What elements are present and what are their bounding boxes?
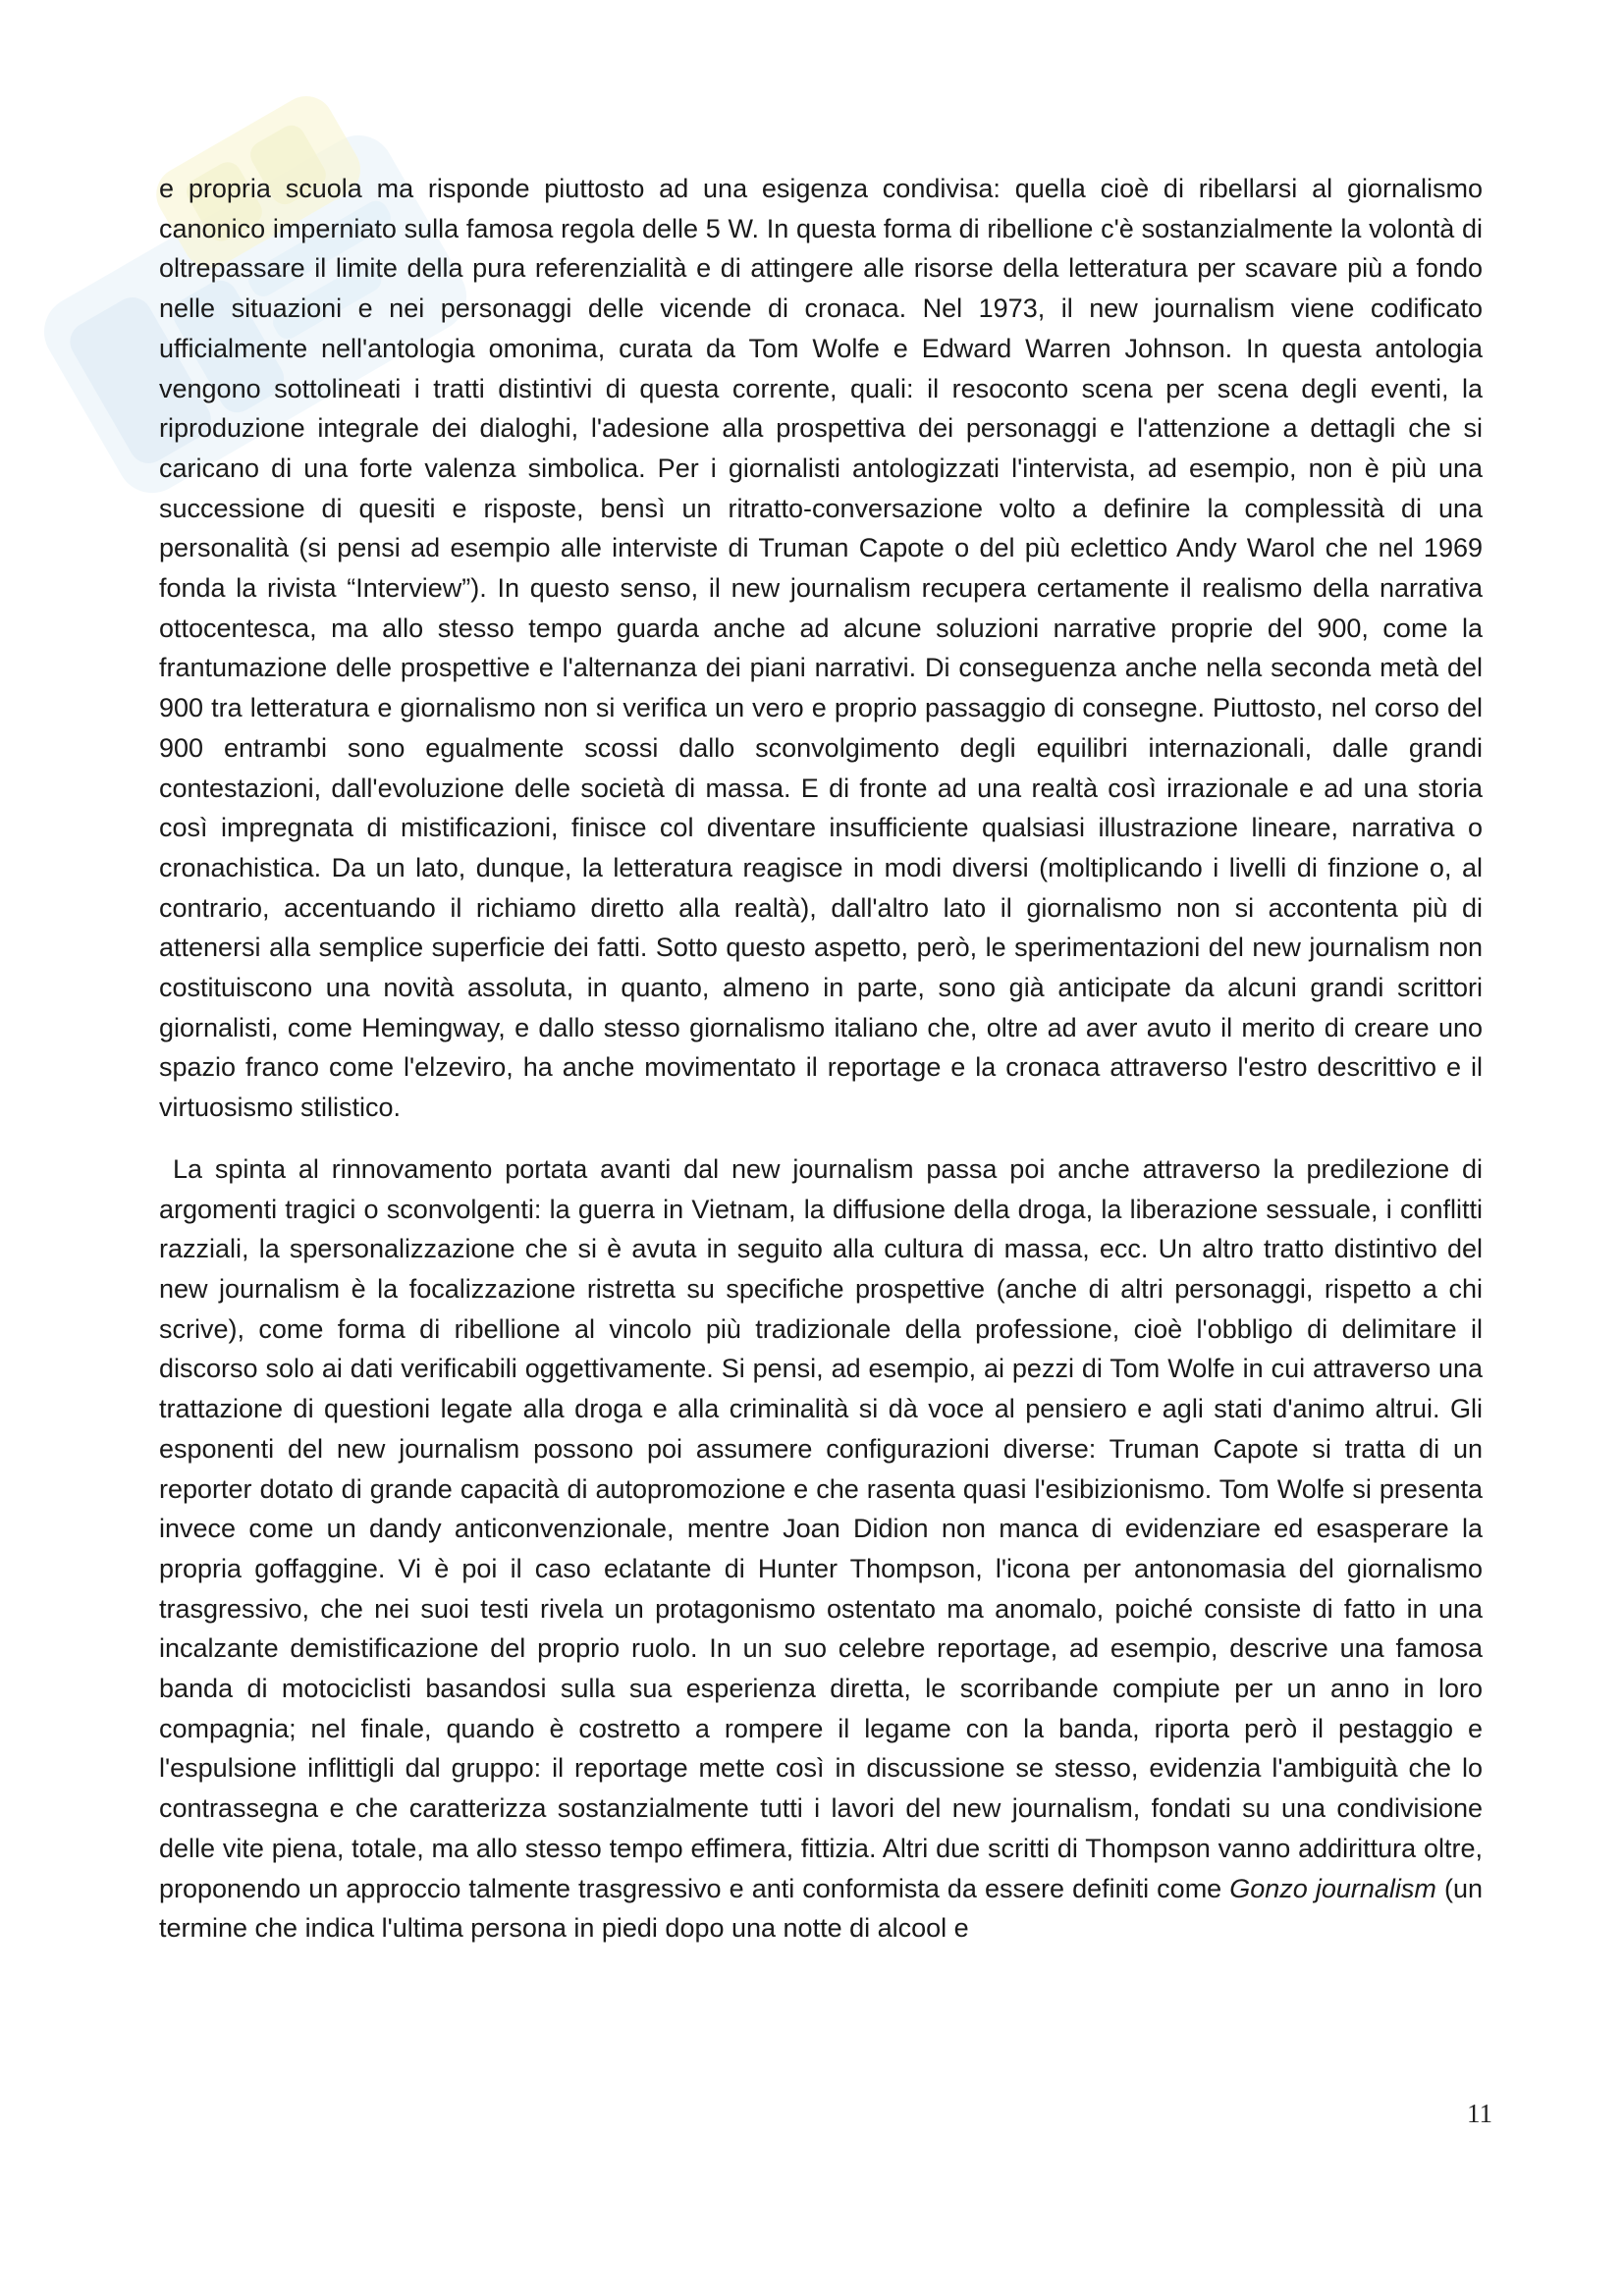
paragraph-text-continued: (un termine che indica l'ultima persona in piedi dopo una notte di alcool e bbox=[159, 1873, 1484, 1944]
paragraph-text: La spinta al rinnovamento portata avanti dal new journalism passa poi anche attraverso la predilezione di argomenti tragici o sconvolgenti: la guerra in Vietnam, la diffusione della droga, la liberazione sessuale, i conflitti razziali, la spersonalizzazione che si è avuta in seguito alla cultura di massa, ecc. Un altro tratto distintivo del new journalism è la focalizzazione ristretta su specifiche prospettive (anche di altri personaggi, rispetto a chi scrive), come forma di ribellione al vincolo più tradizionale della professione, cioè l'obbligo di delimitare il discorso solo ai dati verificabili oggettivamente. Si pensi, ad esempio, ai pezzi di Tom Wolfe in cui attraverso una trattazione di questioni legate alla droga e alla criminalità si dà voce al pensiero e agli stati d'animo altrui. Gli esponenti del new journalism possono poi assumere configurazioni diverse: Truman Capote si tratta di un reporter dotato di grande capacità di autopromozione e che rasenta quasi l'esibizionismo. Tom Wolfe si presenta invece come un dandy anticonvenzionale, mentre Joan Didion non manca di evidenziare ed esasperare la propria goffaggine. Vi è poi il caso eclatante di Hunter Thompson, l'icona per antonomasia del giornalismo trasgressivo, che nei suoi testi rivela un protagonismo ostentato ma anomalo, poiché consiste di fatto in una incalzante demistificazione del proprio ruolo. In un suo celebre reportage, ad esempio, descrive una famosa banda di motociclisti basandosi sulla sua esperienza diretta, le scorribande compiute per un anno in loro compagnia; nel finale, quando è costretto a rompere il legame con la banda, riporta però il pestaggio e l'espulsione inflittigli dal gruppo: il reportage mette così in discussione se stesso, evidenzia l'ambiguità che lo contrassegna e che caratterizza sostanzialmente tutti i lavori del new journalism, fondati su una condivisione delle vite piena, totale, ma allo stesso tempo effimera, fittizia. Altri due scritti di Thompson vanno addirittura oltre, proponendo un approccio talmente trasgressivo e anti conformista da essere definiti come bbox=[159, 1153, 1483, 1903]
page-number: 11 bbox=[1467, 2099, 1492, 2128]
italic-term: Gonzo journalism bbox=[1229, 1873, 1436, 1903]
paragraph bbox=[159, 1149, 1483, 1949]
paragraph bbox=[159, 169, 1483, 1128]
document-body bbox=[159, 169, 1483, 1949]
paragraph-text: e propria scuola ma risponde piuttosto ad una esigenza condivisa: quella cioè di ribellarsi al giornalismo canonico imperniato sulla famosa regola delle 5 W. In questa forma di ribellione c'è sostanzialmente la volontà di oltrepassare il limite della pura referenzialità e di attingere alle risorse della letteratura per scavare più a fondo nelle situazioni e nei personaggi delle vicende di cronaca. Nel 1973, il new journalism viene codificato ufficialmente nell'antologia omonima, curata da Tom Wolfe e Edward Warren Johnson. In questa antologia vengono sottolineati i tratti distintivi di questa corrente, quali: il resoconto scena per scena degli eventi, la riproduzione integrale dei dialoghi, l'adesione alla prospettiva dei personaggi e l'attenzione a dettagli che si caricano di una forte valenza simbolica. Per i giornalisti antologizzati l'intervista, ad esempio, non è più una successione di quesiti e risposte, bensì un ritratto-conversazione volto a definire la complessità di una personalità (si pensi ad esempio alle interviste di Truman Capote o del più eclettico Andy Warol che nel 1969 fonda la rivista “Interview”). In questo senso, il new journalism recupera certamente il realismo della narrativa ottocentesca, ma allo stesso tempo guarda anche ad alcune soluzioni narrative proprie del 900, come la frantumazione delle prospettive e l'alternanza dei piani narrativi. Di conseguenza anche nella seconda metà del 900 tra letteratura e giornalismo non si verifica un vero e proprio passaggio di consegne. Piuttosto, nel corso del 900 entrambi sono egualmente scossi dallo sconvolgimento degli equilibri internazionali, dalle grandi contestazioni, dall'evoluzione delle società di massa. E di fronte ad una realtà così irrazionale e ad una storia così impregnata di mistificazioni, finisce col diventare insufficiente qualsiasi illustrazione lineare, narrativa o cronachistica. Da un lato, dunque, la letteratura reagisce in modi diversi (moltiplicando i livelli di finzione o, al contrario, accentuando il richiamo diretto alla realtà), dall'altro lato il giornalismo non si accontenta più di attenersi alla semplice superficie dei fatti. Sotto questo aspetto, però, le sperimentazioni del new journalism non costituiscono una novità assoluta, in quanto, almeno in parte, sono già anticipate da alcuni grandi scrittori giornalisti, come Hemingway, e dallo stesso giornalismo italiano che, oltre ad aver avuto il merito di creare uno spazio franco come l'elzeviro, ha anche movimentato il reportage e la cronaca attraverso l'estro descrittivo e il virtuosismo stilistico. bbox=[159, 174, 1483, 1123]
